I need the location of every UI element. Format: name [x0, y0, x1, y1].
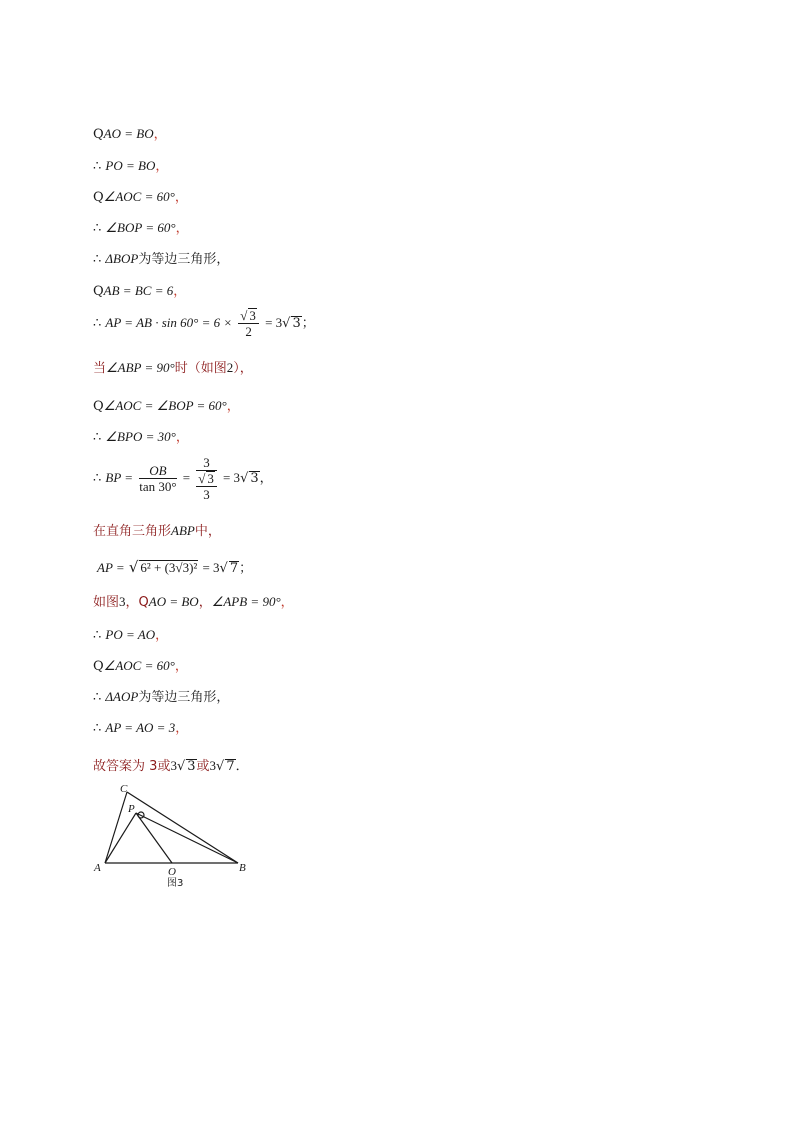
therefore-symbol: ∴ — [93, 721, 106, 736]
therefore-symbol: ∴ — [93, 159, 106, 174]
punct: ， — [174, 190, 188, 205]
expr: ∠BPO = 30° — [105, 429, 176, 444]
expr: AP = AB · sin 60° = 6 × — [105, 315, 233, 330]
line-5 — [93, 251, 229, 268]
expr: PO = AO — [105, 627, 156, 642]
segment-cb — [127, 792, 238, 863]
fraction-ob-over-tan30 — [139, 463, 176, 494]
punct: ， — [198, 595, 212, 610]
expr-eq: = — [182, 470, 191, 485]
line-10 — [93, 429, 189, 446]
line-12 — [93, 523, 221, 540]
expr-eq: = 3 — [202, 560, 220, 575]
expr: AP = AO = 3 — [105, 720, 176, 735]
line-6 — [93, 283, 186, 300]
expr: ∠AOC = 60° — [103, 189, 175, 204]
line-11: ∴ BP = $\frac{OB}{\tan 30^\circ}$ = $\frac{3}{\frac{√ 3}{3}}$ = 3√ 3， — [93, 455, 273, 502]
cn-text: 当 — [93, 361, 107, 376]
expr: AO = BO — [103, 126, 154, 141]
fraction-3-over-sqrt3-over-3: $\frac{3}{\frac{√ 3}{3}}$ — [196, 455, 217, 502]
answer-line: 故答案为 3或3√ 3或3√ 7． — [93, 758, 249, 774]
cn-text: 为等边三角形， — [138, 690, 230, 705]
answer-value: 3 — [149, 759, 158, 774]
figure-caption: 图3 — [167, 878, 184, 889]
cn-text: ，Q — [125, 595, 149, 610]
therefore-symbol: ∴ — [93, 471, 106, 486]
expr: ∠AOC = ∠BOP = 60° — [103, 398, 227, 413]
label-a: A — [94, 862, 101, 874]
expr-eq: = 3 — [222, 470, 241, 485]
expr-eq: = 3 — [265, 315, 283, 330]
punct: ； — [239, 561, 253, 576]
segment-ac — [105, 792, 127, 863]
line-2 — [93, 158, 168, 175]
therefore-symbol: ∴ — [93, 252, 106, 267]
therefore-symbol: ∴ — [93, 628, 106, 643]
punct: ， — [175, 721, 189, 736]
expr: AO = BO — [148, 594, 199, 609]
label-p: P — [128, 803, 135, 815]
label-b: B — [239, 862, 246, 874]
line-9 — [93, 398, 240, 415]
punct: ， — [175, 221, 189, 236]
therefore-symbol: ∴ — [93, 316, 106, 331]
radicand: 3 — [187, 759, 196, 774]
line-18 — [93, 720, 188, 737]
therefore-symbol: ∴ — [93, 430, 106, 445]
fig-number: 3 — [119, 594, 126, 609]
radicand: 3 — [250, 471, 259, 486]
segment-pb — [136, 813, 238, 863]
label-c: C — [120, 783, 128, 795]
frac-num: OB — [139, 463, 176, 479]
expr: BP = — [105, 470, 134, 485]
because-symbol: Q — [93, 659, 104, 674]
cn-text: 如图 — [93, 595, 120, 610]
cn-text: 为等边三角形， — [138, 252, 230, 267]
cn-text: 在直角三角形 — [93, 524, 172, 539]
expr: AP = — [97, 560, 125, 575]
punct: ， — [155, 628, 169, 643]
expr: ∠APB = 90° — [211, 594, 281, 609]
cn-text: 故答案为 — [93, 759, 146, 774]
segment-po — [136, 813, 172, 863]
punct: ， — [280, 595, 294, 610]
because-symbol: Q — [93, 127, 104, 142]
expr: ABP — [171, 523, 195, 538]
frac-den: tan 30° — [139, 479, 177, 494]
frac-den: 2 — [245, 324, 252, 339]
radicand: 3 — [292, 316, 301, 331]
line-3 — [93, 189, 188, 206]
expr: ∠ABP = 90° — [106, 360, 175, 375]
because-symbol: Q — [93, 284, 104, 299]
therefore-symbol: ∴ — [93, 690, 106, 705]
line-17 — [93, 689, 229, 706]
line-14 — [93, 594, 294, 611]
expr: ∠AOC = 60° — [103, 658, 175, 673]
expr: ΔBOP — [105, 251, 139, 266]
radicand: 7 — [226, 759, 235, 774]
line-13: AP = √ 6² + (3√3)² = 3√ 7； — [97, 558, 253, 576]
punct: ， — [175, 430, 189, 445]
line-8 — [93, 360, 253, 377]
cn-text: ）， — [233, 361, 253, 376]
inner-radicand: 3 — [207, 471, 214, 486]
frac-num: 3 — [249, 308, 256, 323]
punct: ， — [259, 471, 273, 486]
punct: ， — [155, 159, 169, 174]
cn-text: 或 — [157, 759, 171, 774]
radicand-sum: 6² + (3√3)² — [140, 560, 198, 575]
line-15 — [93, 627, 168, 644]
punct: ； — [301, 316, 315, 331]
inner-den: 3 — [203, 487, 210, 502]
expr: AB = BC = 6 — [103, 283, 174, 298]
punct: ， — [174, 659, 188, 674]
punct: ． — [235, 759, 249, 774]
frac-num: 3 — [196, 455, 217, 471]
therefore-symbol: ∴ — [93, 221, 106, 236]
because-symbol: Q — [93, 399, 104, 414]
punct: ， — [173, 284, 187, 299]
answer-coef: 3 — [170, 758, 177, 773]
punct: ， — [226, 399, 240, 414]
expr: PO = BO — [105, 158, 156, 173]
radicand: 7 — [229, 561, 239, 576]
line-7: ∴ AP = AB · sin 60° = 6 × $\frac{√ 3}{2}$ = 3√ 3； — [93, 308, 315, 339]
expr: ΔAOP — [105, 689, 139, 704]
cn-text: 时（如图 — [174, 361, 227, 376]
line-16 — [93, 658, 188, 675]
cn-text: 或 — [196, 759, 210, 774]
because-symbol: Q — [93, 190, 104, 205]
figure-3-diagram — [90, 780, 260, 892]
line-4 — [93, 220, 189, 237]
punct: ， — [153, 127, 167, 142]
cn-text: 中， — [194, 524, 221, 539]
expr: ∠BOP = 60° — [105, 220, 176, 235]
fraction-sqrt3-over-2: $\frac{√ 3}{2}$ — [238, 308, 259, 339]
answer-coef: 3 — [209, 758, 217, 773]
segment-ap — [105, 813, 136, 863]
fig-number: 2 — [226, 360, 234, 375]
label-o: O — [168, 866, 176, 878]
line-1 — [93, 126, 167, 143]
